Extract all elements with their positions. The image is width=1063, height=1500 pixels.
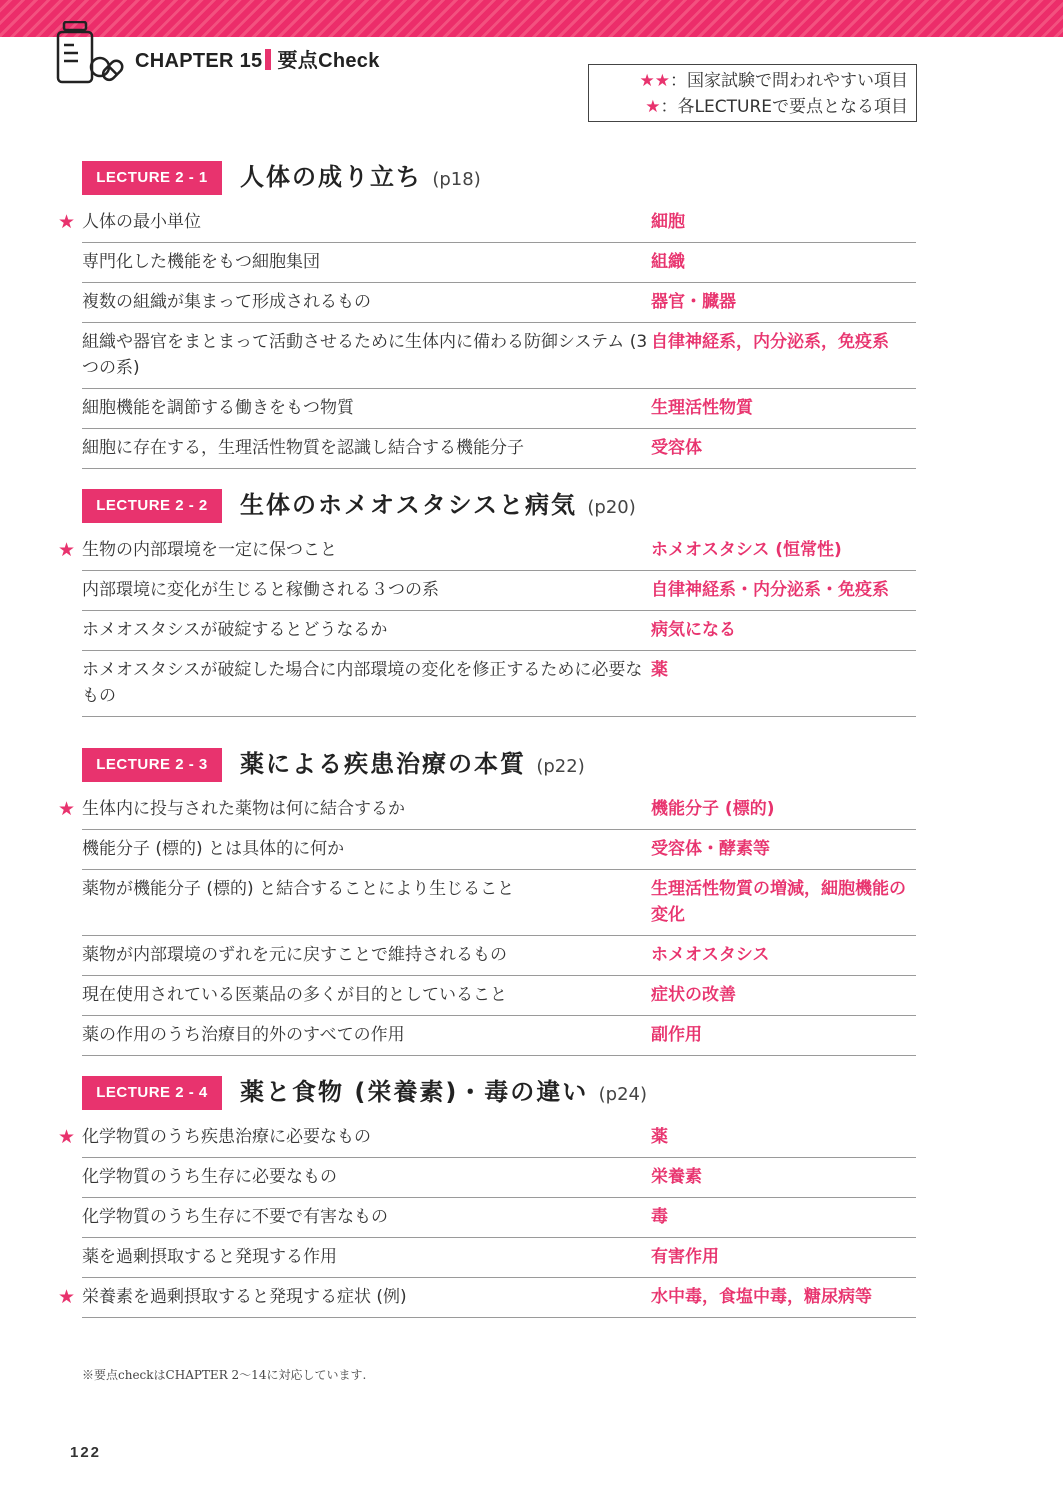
answer-text: ホメオスタシス: [651, 945, 770, 965]
lecture-title-text: 人体の成り立ち: [240, 163, 422, 191]
question-text: 複数の組織が集まって形成されるもの: [82, 292, 371, 312]
chapter-heading: [135, 44, 380, 73]
qa-row: [58, 203, 916, 243]
question-text: 薬を過剰摂取すると発現する作用: [82, 1247, 337, 1267]
qa-row: [82, 571, 916, 611]
answer-text: 水中毒，食塩中毒，糖尿病等: [651, 1287, 872, 1307]
star-icon: ★: [58, 798, 76, 820]
answer-text: 薬: [651, 1127, 668, 1147]
lecture-title-text: 薬による疾患治療の本質: [240, 750, 526, 778]
question-text: 化学物質のうち疾患治療に必要なもの: [82, 1127, 371, 1147]
qa-list: [58, 790, 916, 1056]
qa-row: [82, 243, 916, 283]
qa-row: [82, 976, 916, 1016]
answer-text: 有害作用: [651, 1247, 719, 1267]
answer-text: 副作用: [651, 1025, 702, 1045]
chapter-divider-bar: [265, 49, 271, 70]
qa-row: [82, 429, 916, 469]
lecture-title: [240, 744, 585, 779]
answer-text: 機能分子 (標的): [651, 799, 775, 819]
question-text: 専門化した機能をもつ細胞集団: [82, 252, 320, 272]
question-text: ホメオスタシスが破綻した場合に内部環境の変化を修正するために必要なもの: [82, 660, 643, 706]
answer-text: 受容体: [651, 438, 702, 458]
qa-row: [58, 1278, 916, 1318]
answer-text: 組織: [651, 252, 685, 272]
question-text: 人体の最小単位: [82, 212, 201, 232]
question-text: 薬物が機能分子 (標的) と結合することにより生じること: [82, 879, 515, 899]
qa-row: [82, 1238, 916, 1278]
qa-row: [82, 283, 916, 323]
star-icon: ★: [58, 1126, 76, 1148]
footnote: ※要点checkはCHAPTER 2～14に対応しています.: [82, 1368, 367, 1382]
answer-text: 自律神経系，内分泌系，免疫系: [651, 332, 889, 352]
star-icon: ★: [58, 539, 76, 561]
question-text: 薬物が内部環境のずれを元に戻すことで維持されるもの: [82, 945, 507, 965]
question-text: 化学物質のうち生存に必要なもの: [82, 1167, 337, 1187]
star-icon: ★: [58, 211, 76, 233]
star-legend: [588, 64, 917, 122]
qa-row: [58, 790, 916, 830]
lecture-title-text: 生体のホメオスタシスと病気: [240, 491, 578, 519]
answer-text: 病気になる: [651, 620, 736, 640]
page-number: 122: [70, 1444, 102, 1461]
answer-text: 毒: [651, 1207, 668, 1227]
qa-list: [58, 203, 916, 469]
lecture-page-ref: (p20): [587, 497, 636, 518]
chapter-label: CHAPTER 15: [135, 50, 263, 72]
lecture-badge: LECTURE 2 - 4: [82, 1076, 222, 1110]
question-text: 機能分子 (標的) とは具体的に何か: [82, 839, 345, 859]
qa-row: [58, 531, 916, 571]
question-text: 細胞に存在する，生理活性物質を認識し結合する機能分子: [82, 438, 524, 458]
qa-row: [82, 936, 916, 976]
lecture-badge: LECTURE 2 - 2: [82, 489, 222, 523]
answer-text: 薬: [651, 660, 668, 680]
qa-row: [82, 1158, 916, 1198]
question-text: 現在使用されている医薬品の多くが目的としていること: [82, 985, 507, 1005]
medicine-bottle-icon: [54, 21, 124, 87]
question-text: 細胞機能を調節する働きをもつ物質: [82, 398, 354, 418]
question-text: 化学物質のうち生存に不要で有害なもの: [82, 1207, 388, 1227]
single-star-text: ：各LECTUREで要点となる項目: [660, 97, 908, 117]
double-star-text: ：国家試験で問われやすい項目: [670, 71, 908, 91]
qa-row: [82, 611, 916, 651]
lecture-page-ref: (p18): [432, 169, 481, 190]
star-icon: ★: [58, 1286, 76, 1308]
lecture-page-ref: (p24): [598, 1084, 648, 1105]
qa-list: [58, 1118, 916, 1318]
answer-text: 栄養素: [651, 1167, 702, 1187]
qa-row: [82, 389, 916, 429]
lecture-title-text: 薬と食物 (栄養素)・毒の違い: [240, 1078, 589, 1106]
answer-text: 器官・臓器: [651, 292, 736, 312]
answer-text: 生理活性物質: [651, 398, 753, 418]
lecture-badge: LECTURE 2 - 1: [82, 161, 222, 195]
question-text: ホメオスタシスが破綻するとどうなるか: [82, 620, 388, 640]
lecture-badge: LECTURE 2 - 3: [82, 748, 222, 782]
top-stripe-bar: [0, 0, 1063, 37]
qa-row: [82, 651, 916, 717]
qa-row: [82, 323, 916, 389]
question-text: 栄養素を過剰摂取すると発現する症状 (例): [82, 1287, 407, 1307]
lecture-title: [240, 157, 481, 192]
answer-text: 受容体・酵素等: [651, 839, 770, 859]
lecture-title: [240, 485, 636, 520]
lecture-page-ref: (p22): [536, 756, 585, 777]
answer-text: 自律神経系・内分泌系・免疫系: [651, 580, 889, 600]
single-star-icon: ★: [645, 97, 661, 117]
qa-row: [58, 1118, 916, 1158]
answer-text: 症状の改善: [651, 985, 736, 1005]
question-text: 生体内に投与された薬物は何に結合するか: [82, 799, 405, 819]
answer-text: 細胞: [651, 212, 685, 232]
double-star-icon: ★★: [639, 71, 670, 91]
qa-row: [82, 870, 916, 936]
chapter-subtitle: 要点Check: [277, 50, 380, 72]
lecture-title: [240, 1072, 647, 1107]
qa-row: [82, 1016, 916, 1056]
question-text: 薬の作用のうち治療目的外のすべての作用: [82, 1025, 405, 1045]
question-text: 組織や器官をまとまって活動させるために生体内に備わる防御システム (3つの系): [82, 332, 648, 378]
answer-text: 生理活性物質の増減，細胞機能の変化: [651, 879, 906, 925]
answer-text: ホメオスタシス (恒常性): [651, 540, 842, 560]
qa-list: [58, 531, 916, 717]
question-text: 内部環境に変化が生じると稼働される３つの系: [82, 580, 439, 600]
qa-row: [82, 830, 916, 870]
question-text: 生物の内部環境を一定に保つこと: [82, 540, 337, 560]
qa-row: [82, 1198, 916, 1238]
